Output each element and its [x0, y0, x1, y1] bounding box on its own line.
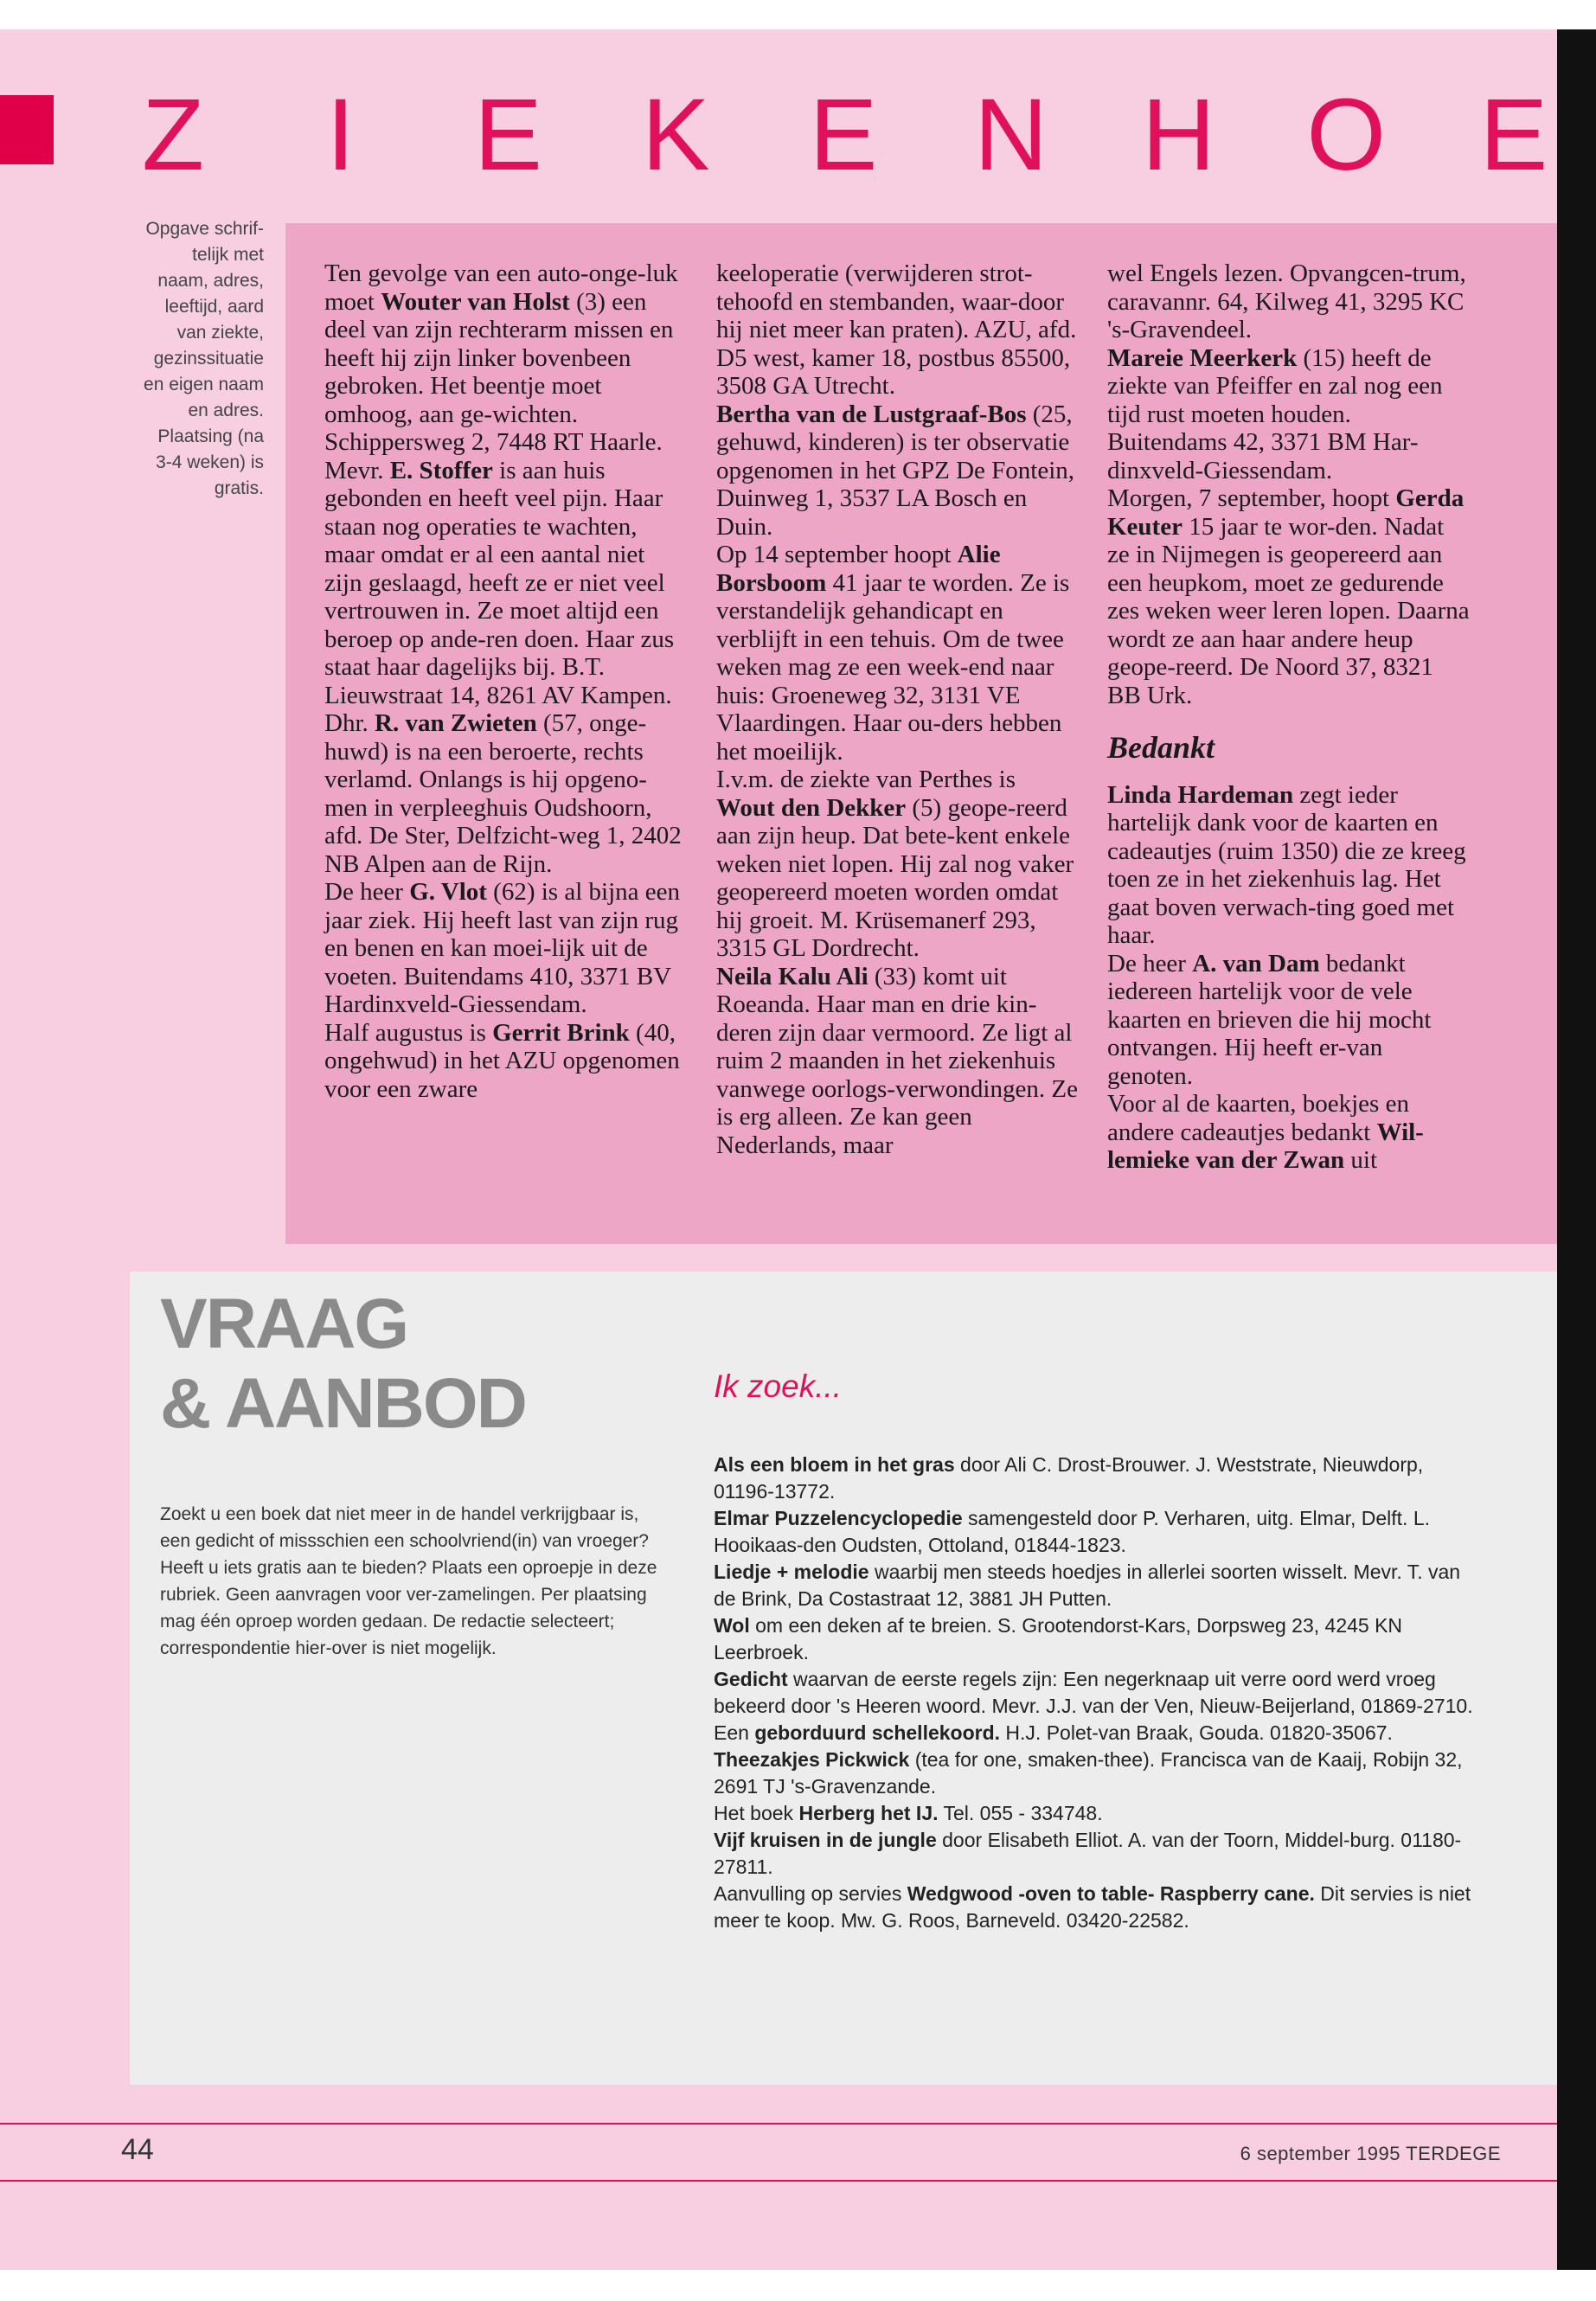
- footer-rule-top: [0, 2123, 1557, 2125]
- name-highlight: Wedgwood -oven to table- Raspberry cane.: [907, 1882, 1315, 1905]
- text: Ten gevolge van een auto-onge-luk moet: [324, 260, 678, 316]
- name-highlight: Vijf kruisen in de jungle: [714, 1829, 937, 1851]
- vraag-aanbod-title: [160, 1285, 526, 1444]
- text: (57, onge-huwd) is na een beroerte, rechts verlamd. Onlangs is hij opgeno-men in verpleeghuis Oudshoorn, afd. De Ster, Delfzicht-weg 1, 2402 NB Alpen aan de Rijn.: [324, 709, 682, 878]
- name-highlight: Gedicht: [714, 1668, 788, 1690]
- text: zegt ieder hartelijk dank voor de kaarten en cadeautjes (ruim 1350) die ze kreeg toen ze in het ziekenhuis lag. Het gaat boven verwach-ting goed met haar.: [1107, 780, 1466, 949]
- name-highlight: Linda Hardeman: [1107, 780, 1294, 809]
- page-number: 44: [121, 2133, 154, 2166]
- text: Half augustus is: [324, 1018, 493, 1047]
- header-letter: K: [641, 78, 710, 180]
- text: De heer: [1107, 949, 1193, 977]
- vraag-aanbod-description: Zoekt u een boek dat niet meer in de handel verkrijgbaar is, een gedicht of missschien een schoolvriend(in) van vroeger? Heeft u iets gratis aan te bieden? Plaats een oproepje in deze rubriek. Geen aanvragen voor ver-zamelingen. Per plaatsing mag één oproep worden gedaan. De redactie selecteert; correspondentie hier-over is niet mogelijk.: [160, 1504, 657, 1658]
- text: (62) is al bijna een jaar ziek. Hij heeft last van zijn rug en benen en kan moei-lijk uit de voeten. Buitendams 410, 3371 BV Hardinxveld-Giessendam.: [324, 878, 680, 1018]
- thanks-item: [1107, 950, 1471, 1091]
- news-item: [324, 878, 688, 1019]
- ziekenhoek-column-1: [324, 260, 688, 1103]
- name-highlight: geborduurd schellekoord.: [754, 1721, 1001, 1744]
- name-highlight: Wouter van Holst: [381, 287, 570, 316]
- text: keeloperatie (verwijderen strot-tehoofd en stembanden, waar-door hij niet meer kan praten). AZU, afd. D5 west, kamer 18, postbus 85500, 3508 GA Utrecht.: [716, 260, 1077, 400]
- submission-instructions: Opgave schrif- telijk met naam, adres, leeftijd, aard van ziekte, gezinssituatie en eigen naam en adres. Plaatsing (na 3-4 weken) is gratis.: [144, 219, 264, 498]
- text: De heer: [324, 878, 410, 906]
- ad-item: [714, 1747, 1475, 1800]
- text: 15 jaar te wor-den. Nadat ze in Nijmegen is geopereerd aan een heupkom, moet ze gedurende zes weken weer leren lopen. Daarna wordt ze aan haar andere heup geope-reerd. De Noord 37, 8321 BB Urk.: [1107, 512, 1470, 709]
- text: (15) heeft de ziekte van Pfeiffer en zal nog een tijd rust moeten houden. Buitendams 42, 3371 BM Har-dinxveld-Giessendam.: [1107, 343, 1443, 484]
- header-letter: O: [1306, 78, 1387, 180]
- text: (5) geope-reerd aan zijn heup. Dat bete-kent enkele weken niet lopen. Hij zal nog vaker geopereerd moeten worden omdat hij groeit. M. Krüsemanerf 293, 3315 GL Dordrecht.: [716, 793, 1074, 962]
- text: is aan huis gebonden en heeft veel pijn. Haar staan nog operaties te wachten, maar omdat er al een aantal niet zijn geslaagd, heeft ze er niet veel vertrouwen in. Ze moet altijd een beroep op ande-ren doen. Haar zus staat haar dagelijks bij. B.T. Lieuwstraat 14, 8261 AV Kampen.: [324, 456, 675, 709]
- name-highlight: Herberg het IJ.: [798, 1802, 939, 1824]
- text: (tea for one, smaken-thee). Francisca van de Kaaij, Robijn 32, 2691 TJ 's-Gravenzande.: [714, 1748, 1463, 1798]
- text: waarvan de eerste regels zijn: Een negerknaap uit verre oord werd vroeg bekeerd door 's Heeren woord. Mevr. J.J. van der Ven, Nieuw-Beijerland, 01869-2710.: [714, 1668, 1473, 1717]
- name-highlight: Alie Borsboom: [716, 541, 1001, 597]
- text: Het boek: [714, 1802, 799, 1824]
- news-item: [1107, 344, 1471, 485]
- footer-date-source: 6 september 1995 TERDEGE: [1240, 2143, 1501, 2164]
- text: H.J. Polet-van Braak, Gouda. 01820-35067.: [1000, 1721, 1393, 1744]
- name-highlight: Elmar Puzzelencyclopedie: [714, 1507, 963, 1529]
- text: Een: [714, 1721, 755, 1744]
- news-item: [716, 260, 1080, 401]
- text: I.v.m. de ziekte van Perthes is: [716, 766, 1016, 793]
- name-highlight: Gerda Keuter: [1107, 484, 1465, 541]
- text: Mevr.: [324, 456, 390, 484]
- news-item: [716, 541, 1080, 766]
- header-letter: E: [1479, 78, 1548, 180]
- section-header-ziekenhoek: [125, 76, 1561, 180]
- name-highlight: Liedje + melodie: [714, 1561, 869, 1583]
- header-letter: Z: [141, 78, 205, 180]
- thanks-item: [1107, 781, 1471, 950]
- name-highlight: Neila Kalu Ali: [716, 962, 869, 990]
- name-highlight: Wol: [714, 1614, 750, 1637]
- thanks-item: [1107, 1090, 1471, 1175]
- section-marker: [0, 95, 54, 164]
- name-highlight: A. van Dam: [1192, 949, 1320, 977]
- text: (40, ongehwud) in het AZU opgenomen voor een zware: [324, 1018, 680, 1103]
- text: samengesteld door P. Verharen, uitg. Elmar, Delft. L. Hooikaas-den Oudsten, Ottoland, 01844-1823.: [714, 1507, 1431, 1556]
- title-line-1: VRAAG: [160, 1285, 408, 1363]
- text: door Ali C. Drost-Brouwer. J. Weststrate, Nieuwdorp, 01196-13772.: [714, 1453, 1424, 1503]
- ad-item: [714, 1452, 1475, 1505]
- text: om een deken af te breien. S. Grootendorst-Kars, Dorpsweg 23, 4245 KN Leerbroek.: [714, 1614, 1403, 1663]
- name-highlight: Gerrit Brink: [492, 1018, 630, 1047]
- ad-item: [714, 1881, 1475, 1934]
- title-line-2: & AANBOD: [160, 1364, 526, 1443]
- header-letter: E: [809, 78, 878, 180]
- text: uit: [1344, 1146, 1378, 1174]
- name-highlight: E. Stoffer: [389, 456, 493, 484]
- name-highlight: Bertha van de Lustgraaf-Bos: [716, 400, 1027, 428]
- name-highlight: G. Vlot: [409, 878, 487, 906]
- name-highlight: Mareie Meerkerk: [1107, 343, 1298, 372]
- ad-item: [714, 1505, 1475, 1559]
- page-edge: [1557, 29, 1596, 2270]
- news-item: [1107, 260, 1471, 344]
- name-highlight: Als een bloem in het gras: [714, 1453, 955, 1476]
- text: wel Engels lezen. Opvangcen-trum, caravannr. 64, Kilweg 41, 3295 KC 's-Gravendeel.: [1107, 260, 1466, 343]
- ik-zoek-heading: Ik zoek...: [714, 1368, 843, 1404]
- ad-item: [714, 1800, 1475, 1827]
- name-highlight: Wout den Dekker: [716, 793, 907, 822]
- text: Aanvulling op servies: [714, 1882, 907, 1905]
- footer-rule-bottom: [0, 2180, 1557, 2182]
- text: Morgen, 7 september, hoopt: [1107, 484, 1396, 512]
- news-item: [324, 260, 688, 457]
- text: (25, gehuwd, kinderen) is ter observatie opgenomen in het GPZ De Fontein, Duinweg 1, 3537 LA Bosch en Duin.: [716, 400, 1075, 541]
- header-letter: H: [1141, 78, 1216, 180]
- header-letter: E: [474, 78, 542, 180]
- header-letter: I: [326, 78, 356, 180]
- name-highlight: Wil-lemieke van der Zwan: [1107, 1118, 1424, 1174]
- text: Op 14 september hoopt: [716, 541, 958, 568]
- text: (3) een deel van zijn rechterarm missen en heeft hij zijn linker bovenbeen gebroken. Het beentje moet omhoog, aan ge-wichten. Schippersweg 2, 7448 RT Haarle.: [324, 287, 674, 456]
- ad-item: [714, 1666, 1475, 1720]
- news-item: [716, 401, 1080, 542]
- news-item: [716, 963, 1080, 1160]
- ziekenhoek-column-2: [716, 260, 1080, 1159]
- text: Dhr.: [324, 709, 375, 737]
- text: Dit servies is niet meer te koop. Mw. G. Roos, Barneveld. 03420-22582.: [714, 1882, 1471, 1932]
- ziekenhoek-column-3: [1107, 260, 1471, 1175]
- ad-item: [714, 1559, 1475, 1612]
- news-item: [324, 709, 688, 878]
- news-item: [1107, 484, 1471, 709]
- bedankt-heading: Bedankt: [1107, 730, 1215, 765]
- ad-item: [714, 1720, 1475, 1747]
- text: Voor al de kaarten, boekjes en andere cadeautjes bedankt: [1107, 1090, 1409, 1146]
- news-item: [324, 1019, 688, 1104]
- name-highlight: R. van Zwieten: [375, 709, 537, 737]
- text: door Elisabeth Elliot. A. van der Toorn, Middel-burg. 01180-27811.: [714, 1829, 1462, 1878]
- header-letter: N: [974, 78, 1048, 180]
- text: 41 jaar te worden. Ze is verstandelijk gehandicapt en verblijft in een tehuis. Om de twee weken mag ze een week-end naar huis: Groeneweg 32, 3131 VE Vlaardingen. Haar ou-ders hebben het moeilijk.: [716, 568, 1070, 766]
- name-highlight: Theezakjes Pickwick: [714, 1748, 910, 1771]
- news-item: [716, 766, 1080, 963]
- ad-item: [714, 1612, 1475, 1666]
- ad-item: [714, 1827, 1475, 1881]
- text: bedankt iedereen hartelijk voor de vele kaarten en brieven die hij mocht ontvangen. Hij heeft er-van genoten.: [1107, 949, 1432, 1090]
- text: (33) komt uit Roeanda. Haar man en drie kin-deren zijn daar vermoord. Ze ligt al ruim 2 maanden in het ziekenhuis vanwege oorlogs-verwondingen. Ze is erg alleen. Ze kan geen Nederlands, maar: [716, 962, 1078, 1159]
- text: waarbij men steeds hoedjes in allerlei soorten wisselt. Mevr. T. van de Brink, Da Costastraat 12, 3881 JH Putten.: [714, 1561, 1461, 1610]
- text: Tel. 055 - 334748.: [938, 1802, 1103, 1824]
- ads-list: [714, 1452, 1475, 1934]
- news-item: [324, 457, 688, 710]
